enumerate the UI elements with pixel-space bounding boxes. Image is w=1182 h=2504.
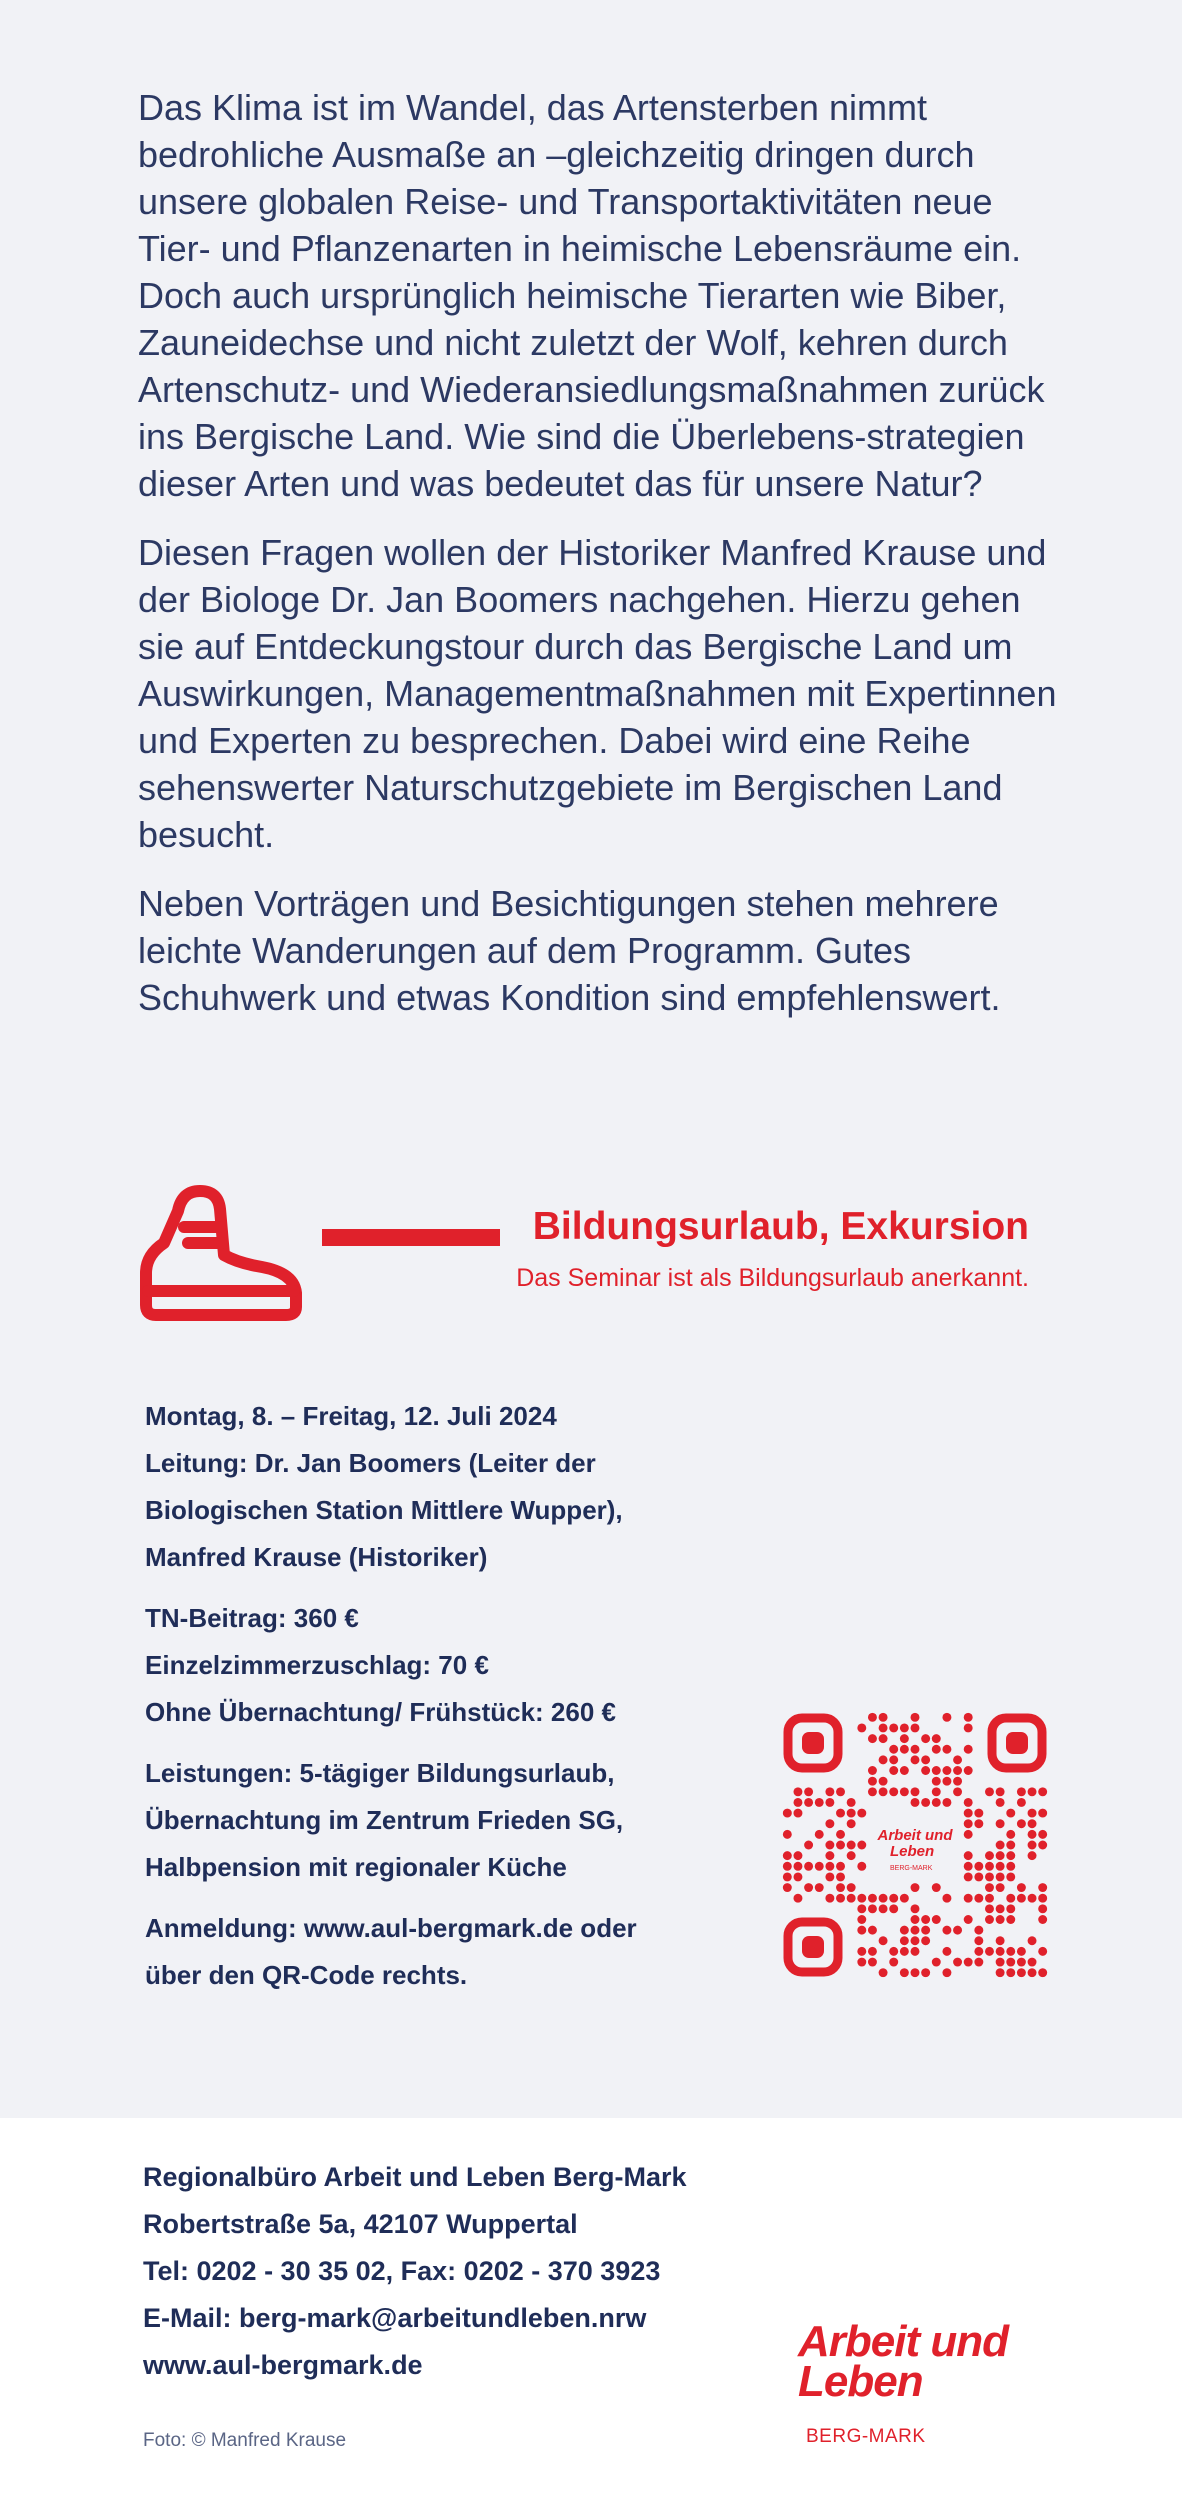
contact-email[interactable]: E-Mail: berg-mark@arbeitundleben.nrw bbox=[143, 2303, 647, 2333]
logo-line1: Arbeit und bbox=[798, 2317, 1008, 2366]
contact-phone: Tel: 0202 - 30 35 02, Fax: 0202 - 370 3923 bbox=[143, 2256, 661, 2286]
details-block-services bbox=[145, 1750, 765, 1891]
registration-link[interactable]: Anmeldung: www.aul-bergmark.de oder bbox=[145, 1913, 637, 1943]
contact-block bbox=[143, 2154, 763, 2389]
details-line: Halbpension mit regionaler Küche bbox=[145, 1852, 567, 1882]
divider-bar bbox=[322, 1229, 500, 1246]
logo-line2: Leben bbox=[798, 2357, 923, 2406]
contact-address: Robertstraße 5a, 42107 Wuppertal bbox=[143, 2209, 578, 2239]
details-line: Übernachtung im Zentrum Frieden SG, bbox=[145, 1805, 624, 1835]
arbeit-und-leben-logo bbox=[798, 2317, 1058, 2448]
qr-code-icon[interactable] bbox=[782, 1712, 1048, 1978]
details-line: Ohne Übernachtung/ Frühstück: 260 € bbox=[145, 1697, 616, 1727]
intro-paragraph-2: Diesen Fragen wollen der Historiker Manfred Krause und der Biologe Dr. Jan Boomers nachgehen. Hierzu gehen sie auf Entdeckungstour durch das Bergische Land um Auswirkungen, Managementmaßnahmen mit Expertinnen und Experten zu besprechen. Dabei wird eine Reihe sehenswerter Naturschutzgebiete im Bergischen Land besucht. bbox=[138, 532, 1057, 855]
headline-subtitle: Das Seminar ist als Bildungsurlaub anerkannt. bbox=[516, 1264, 1029, 1292]
qr-logo-line2: Leben bbox=[890, 1843, 935, 1860]
intro-paragraph-3: Neben Vorträgen und Besichtigungen stehen mehrere leichte Wanderungen auf dem Programm. Gutes Schuhwerk und etwas Kondition sind empfehlenswert. bbox=[138, 883, 1001, 1018]
contact-website[interactable]: www.aul-bergmark.de bbox=[143, 2350, 423, 2380]
photo-credit: Foto: © Manfred Krause bbox=[143, 2430, 347, 2451]
headline-title: Bildungsurlaub, Exkursion bbox=[532, 1205, 1029, 1248]
details-block-dates bbox=[145, 1393, 765, 1581]
details-line: Manfred Krause (Historiker) bbox=[145, 1542, 488, 1572]
intro-text bbox=[138, 84, 1058, 1043]
qr-logo-line3: BERG-MARK bbox=[890, 1865, 933, 1872]
details-block-registration bbox=[145, 1905, 765, 1999]
details-line: Montag, 8. – Freitag, 12. Juli 2024 bbox=[145, 1401, 557, 1431]
shoe-icon bbox=[138, 1183, 304, 1323]
seminar-details bbox=[145, 1393, 765, 2013]
contact-office: Regionalbüro Arbeit und Leben Berg-Mark bbox=[143, 2162, 687, 2192]
logo-line3: BERG-MARK bbox=[806, 2426, 926, 2447]
details-line: Biologischen Station Mittlere Wupper), bbox=[145, 1495, 623, 1525]
details-line: Leitung: Dr. Jan Boomers (Leiter der bbox=[145, 1448, 596, 1478]
details-line: Leistungen: 5-tägiger Bildungsurlaub, bbox=[145, 1758, 615, 1788]
details-line: Einzelzimmerzuschlag: 70 € bbox=[145, 1650, 489, 1680]
details-line: TN-Beitrag: 360 € bbox=[145, 1603, 359, 1633]
details-line: über den QR-Code rechts. bbox=[145, 1960, 468, 1990]
qr-logo-line1: Arbeit und bbox=[877, 1827, 953, 1844]
details-block-prices bbox=[145, 1595, 765, 1736]
intro-paragraph-1: Das Klima ist im Wandel, das Artensterben nimmt bedrohliche Ausmaße an –gleichzeitig dringen durch unsere globalen Reise- und Transportaktivitäten neue Tier- und Pflanzenarten in heimische Lebensräume ein. Doch auch ursprünglich heimische Tierarten wie Biber, Zauneidechse und nicht zuletzt der Wolf, kehren durch Artenschutz- und Wiederansiedlungsmaßnahmen zurück ins Bergische Land. Wie sind die Überlebens-strategien dieser Arten und was bedeutet das für unsere Natur? bbox=[138, 87, 1045, 504]
